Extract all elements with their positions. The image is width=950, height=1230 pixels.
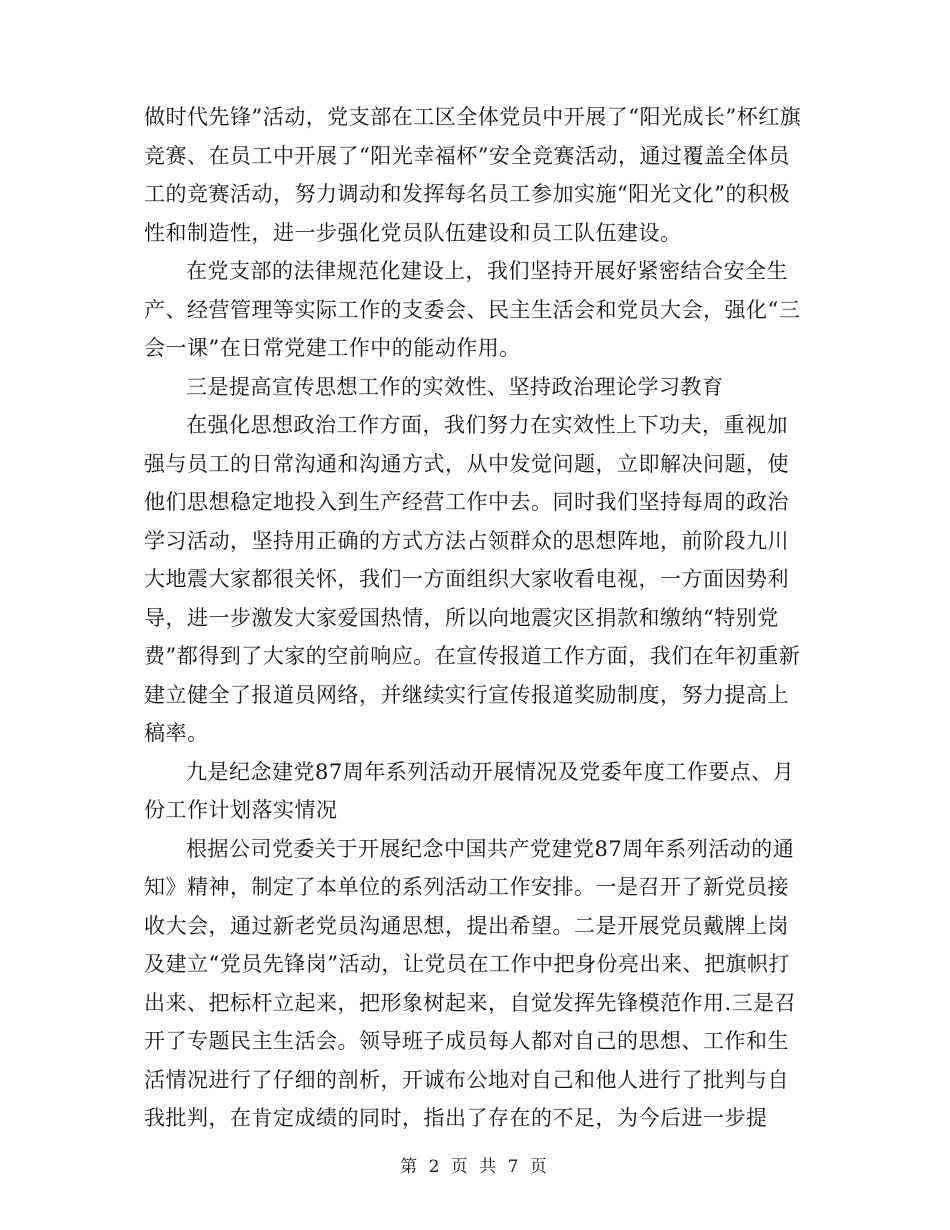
page-footer: 第 2 页 共 7 页 (400, 1157, 550, 1177)
document-body (144, 98, 806, 1138)
paragraph-4: 在强化思想政治工作方面，我们努力在实效性上下功夫，重视加强与员工的日常沟通和沟通方式，从中发觉问题，立即解决问题，使他们思想稳定地投入到生产经营工作中去。同时我们坚持每周的政治学习活动，坚持用正确的方式方法占领群众的思想阵地，前阶段九川大地震大家都很关怀，我们一方面组织大家收看电视，一方面因势利导，进一步激发大家爱国热情，所以向地震灾区捐款和缴纳“特别党费”都得到了大家的空前响应。在宣传报道工作方面，我们在年初重新建立健全了报道员网络，并继续实行宣传报道奖励制度，努力提高上稿率。 (144, 413, 801, 745)
paragraph-6: 根据公司党委关于开展纪念中国共产党建党87周年系列活动的通知》精神，制定了本单位的系列活动工作安排。一是召开了新党员接收大会，通过新老党员沟通思想，提出希望。二是开展党员戴牌上岗及建立“党员先锋岗”活动，让党员在工作中把身份亮出来、把旗帜打出来、把标杆立起来，把形象树起来，自觉发挥先锋模范作用.三是召开了专题民主生活会。领导班子成员每人都对自己的思想、工作和生活情况进行了仔细的剖析，开诚布公地对自己和他人进行了批判与自我批判，在肯定成绩的同时，指出了存在的不足，为今后进一步提 (144, 836, 797, 1130)
section-heading-9: 九是纪念建党87周年系列活动开展情况及党委年度工作要点、月份工作计划落实情况 (144, 759, 795, 822)
paragraph-1: 做时代先锋”活动，党支部在工区全体党员中开展了“阳光成长”杯红旗竞赛、在员工中开展了“阳光幸福杯”安全竞赛活动，通过覆盖全体员工的竞赛活动，努力调动和发挥每名员工参加实施“阳光文化”的积极性和制造性，进一步强化党员队伍建设和员工队伍建设。 (144, 105, 802, 245)
section-heading-3: 三是提高宣传思想工作的实效性、坚持政治理论学习教育 (186, 374, 724, 399)
paragraph-2: 在党支部的法律规范化建设上，我们坚持开展好紧密结合安全生产、经营管理等实际工作的支委会、民主生活会和党员大会，强化“三会一课”在日常党建工作中的能动作用。 (144, 259, 801, 360)
